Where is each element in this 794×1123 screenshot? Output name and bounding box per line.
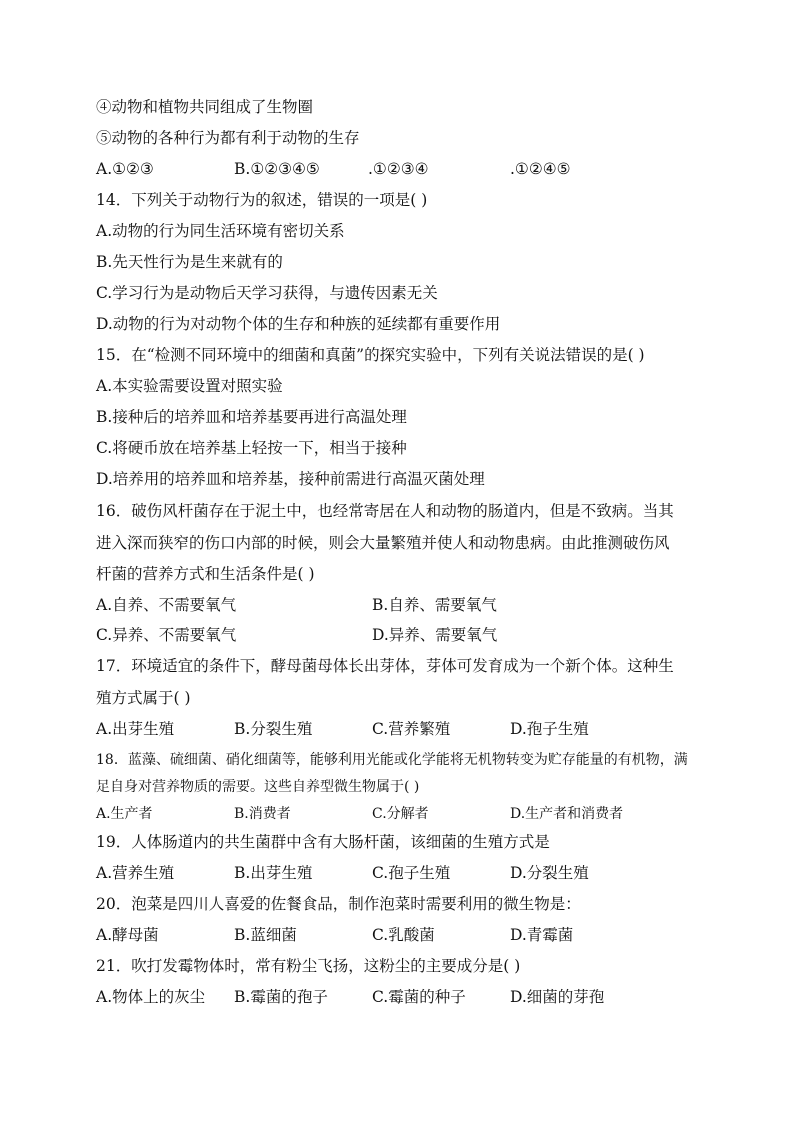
q21-option-c: C.霉菌的种子 bbox=[372, 988, 466, 1006]
q16-stem-line-2: 进入深而狭窄的伤口内部的时候，则会大量繁殖并使人和动物患病。由此推测破伤风 bbox=[96, 534, 670, 552]
q18-stem-line-1: 18．蓝藻、硫细菌、硝化细菌等，能够利用光能或化学能将无机物转变为贮存能量的有机物，满 bbox=[96, 752, 688, 768]
q15-option-b: B.接种后的培养皿和培养基要再进行高温处理 bbox=[96, 408, 407, 426]
q15-option-a: A.本实验需要设置对照实验 bbox=[96, 377, 283, 395]
q17-stem-line-1: 17．环境适宜的条件下，酵母菌母体长出芽体，芽体可发育成为一个新个体。这种生 bbox=[96, 657, 674, 675]
q17-option-d: D.孢子生殖 bbox=[510, 720, 589, 738]
q15-option-d: D.培养用的培养皿和培养基，接种前需进行高温灭菌处理 bbox=[96, 470, 485, 488]
q19-stem: 19．人体肠道内的共生菌群中含有大肠杆菌，该细菌的生殖方式是 bbox=[96, 833, 550, 851]
q20-option-c: C.乳酸菌 bbox=[372, 926, 435, 944]
q14-option-b: B.先天性行为是生来就有的 bbox=[96, 253, 283, 271]
q18-option-c: C.分解者 bbox=[372, 806, 429, 822]
q13-option-d: .①②④⑤ bbox=[510, 160, 571, 178]
q20-option-d: D.青霉菌 bbox=[510, 926, 574, 944]
q20-stem: 20．泡菜是四川人喜爱的佐餐食品，制作泡菜时需要利用的微生物是： bbox=[96, 895, 581, 913]
q16-stem-line-1: 16．破伤风杆菌存在于泥土中，也经常寄居在人和动物的肠道内，但是不致病。当其 bbox=[96, 502, 674, 520]
q17-option-a: A.出芽生殖 bbox=[96, 720, 175, 738]
q19-option-b: B.出芽生殖 bbox=[234, 864, 313, 882]
q19-option-c: C.孢子生殖 bbox=[372, 864, 451, 882]
q21-option-d: D.细菌的芽孢 bbox=[510, 988, 605, 1006]
q19-option-a: A.营养生殖 bbox=[96, 864, 175, 882]
q16-option-c: C.异养、不需要氧气 bbox=[96, 626, 237, 644]
q18-option-d: D.生产者和消费者 bbox=[510, 806, 624, 822]
q21-stem: 21．吹打发霉物体时，常有粉尘飞扬，这粉尘的主要成分是( ) bbox=[96, 957, 521, 975]
q21-option-b: B.霉菌的孢子 bbox=[234, 988, 328, 1006]
q18-stem-line-2: 足自身对营养物质的需要。这些自养型微生物属于( ) bbox=[96, 779, 420, 795]
q19-option-d: D.分裂生殖 bbox=[510, 864, 589, 882]
q16-option-d: D.异养、需要氧气 bbox=[372, 626, 498, 644]
q14-option-c: C.学习行为是动物后天学习获得，与遗传因素无关 bbox=[96, 284, 438, 302]
q14-option-d: D.动物的行为对动物个体的生存和种族的延续都有重要作用 bbox=[96, 315, 501, 333]
q13-option-b: B.①②③④⑤ bbox=[234, 160, 320, 178]
q20-option-b: B.蓝细菌 bbox=[234, 926, 297, 944]
q17-option-b: B.分裂生殖 bbox=[234, 720, 313, 738]
q16-stem-line-3: 杆菌的营养方式和生活条件是( ) bbox=[96, 565, 315, 583]
q13-option-c: .①②③④ bbox=[368, 160, 429, 178]
q16-option-b: B.自养、需要氧气 bbox=[372, 596, 497, 614]
q16-option-a: A.自养、不需要氧气 bbox=[96, 596, 237, 614]
q20-option-a: A.酵母菌 bbox=[96, 926, 159, 944]
pre-item-5: ⑤动物的各种行为都有利于动物的生存 bbox=[96, 129, 360, 147]
q15-stem: 15．在“检测不同环境中的细菌和真菌”的探究实验中，下列有关说法错误的是( ) bbox=[96, 346, 645, 364]
q13-option-a: A.①②③ bbox=[96, 160, 154, 178]
pre-item-4: ④动物和植物共同组成了生物圈 bbox=[96, 98, 314, 116]
q14-option-a: A.动物的行为同生活环境有密切关系 bbox=[96, 222, 345, 240]
q17-option-c: C.营养繁殖 bbox=[372, 720, 451, 738]
q21-option-a: A.物体上的灰尘 bbox=[96, 988, 206, 1006]
q18-option-a: A.生产者 bbox=[96, 806, 153, 822]
q14-stem: 14．下列关于动物行为的叙述，错误的一项是( ) bbox=[96, 191, 428, 209]
q15-option-c: C.将硬币放在培养基上轻按一下，相当于接种 bbox=[96, 439, 407, 457]
q17-stem-line-2: 殖方式属于( ) bbox=[96, 689, 191, 707]
q18-option-b: B.消费者 bbox=[234, 806, 291, 822]
